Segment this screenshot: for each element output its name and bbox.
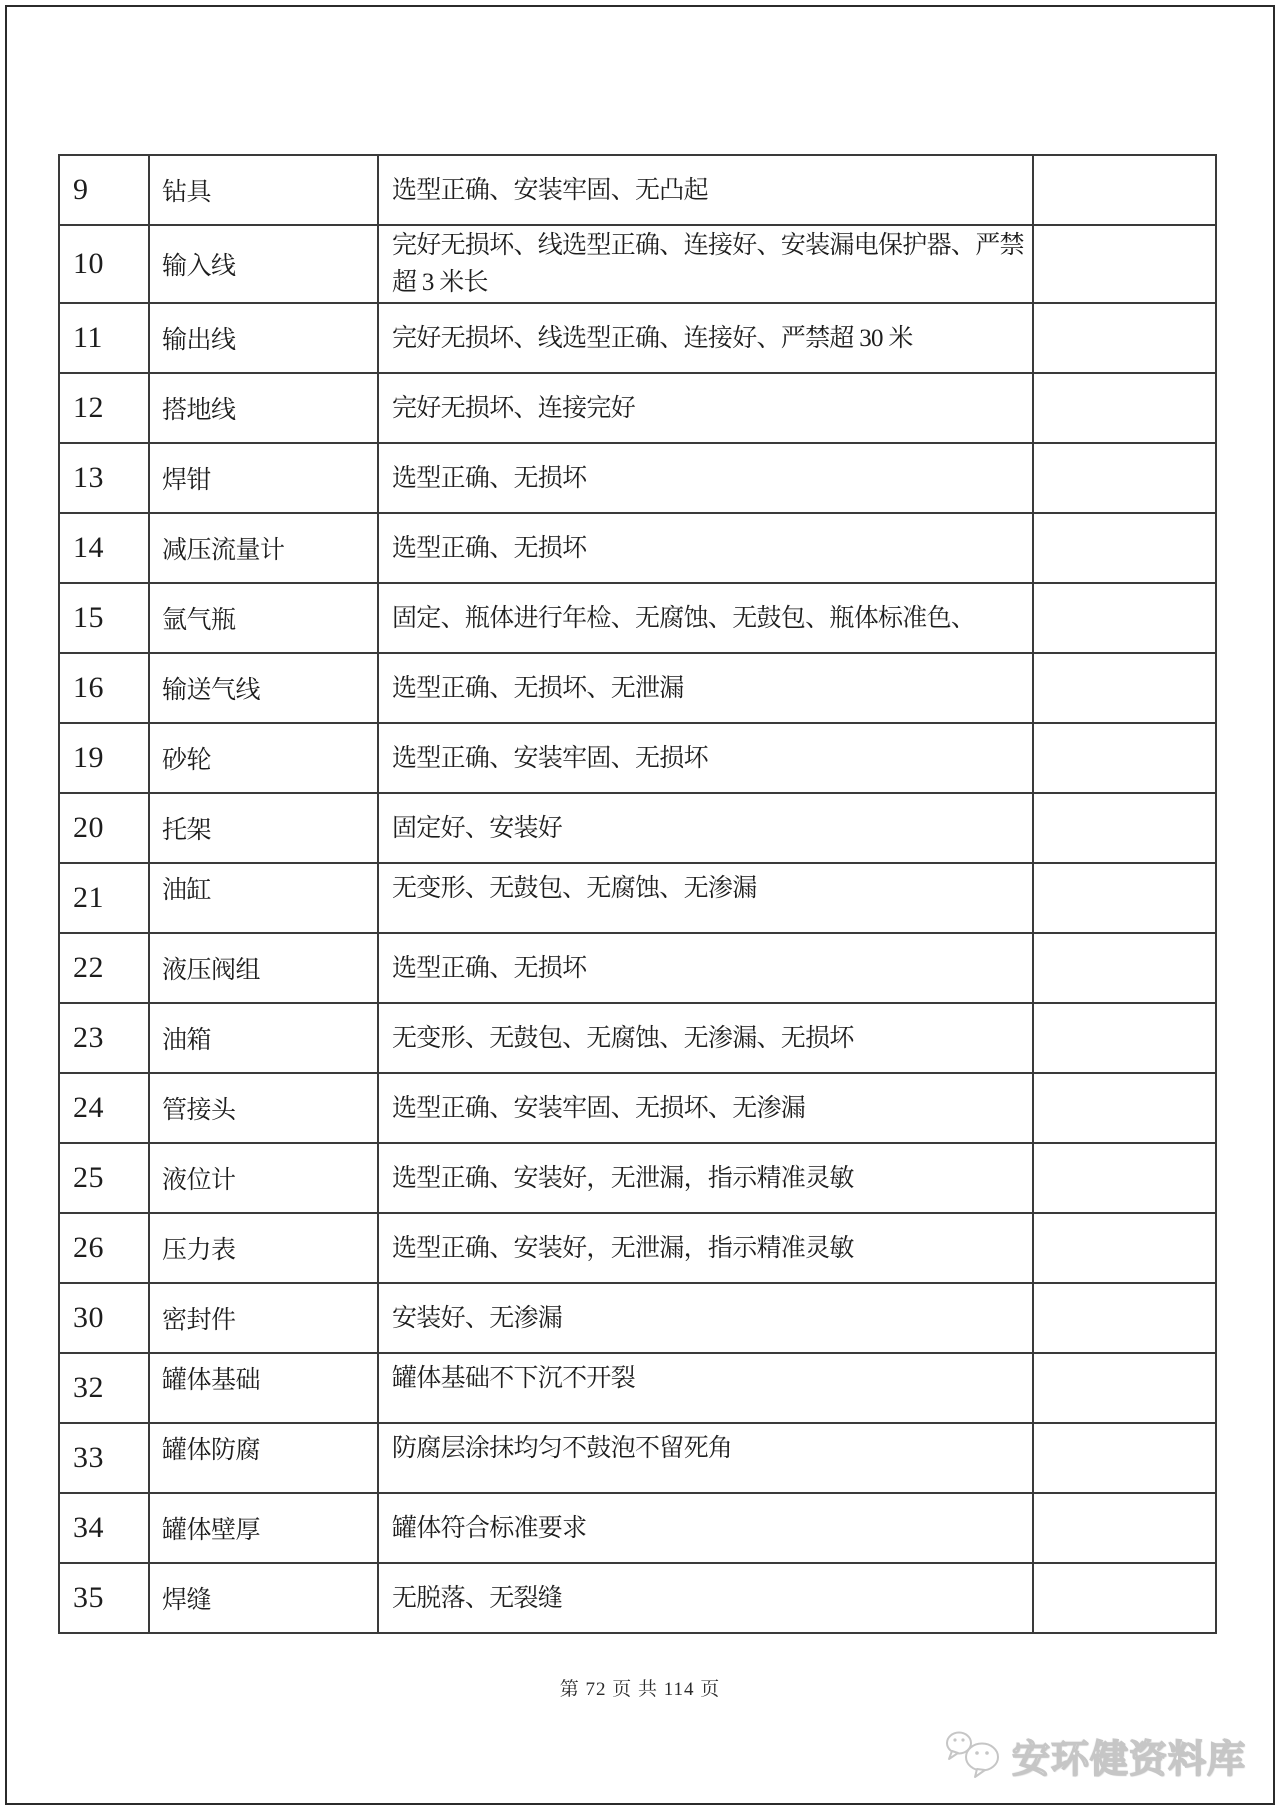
item-name-cell: 液位计 xyxy=(149,1143,378,1213)
row-number-cell: 30 xyxy=(59,1283,149,1353)
check-cell xyxy=(1033,1213,1216,1283)
item-name-cell: 罐体基础 xyxy=(149,1353,378,1423)
item-name-cell: 液压阀组 xyxy=(149,933,378,1003)
requirement-cell: 罐体基础不下沉不开裂 xyxy=(378,1353,1033,1423)
requirement-cell: 无变形、无鼓包、无腐蚀、无渗漏、无损坏 xyxy=(378,1003,1033,1073)
table-row xyxy=(59,793,1216,863)
row-number-cell: 34 xyxy=(59,1493,149,1563)
check-cell xyxy=(1033,653,1216,723)
table-row xyxy=(59,225,1216,303)
table-row xyxy=(59,373,1216,443)
requirement-cell: 无脱落、无裂缝 xyxy=(378,1563,1033,1633)
requirement-cell: 安装好、无渗漏 xyxy=(378,1283,1033,1353)
watermark-text: 安环健资料库 xyxy=(1011,1739,1246,1781)
check-cell xyxy=(1033,155,1216,225)
row-number-cell: 11 xyxy=(59,303,149,373)
check-cell xyxy=(1033,513,1216,583)
row-number-cell: 13 xyxy=(59,443,149,513)
table-row xyxy=(59,155,1216,225)
row-number-cell: 14 xyxy=(59,513,149,583)
check-cell xyxy=(1033,1353,1216,1423)
requirement-cell: 选型正确、无损坏 xyxy=(378,933,1033,1003)
requirement-cell: 选型正确、安装牢固、无凸起 xyxy=(378,155,1033,225)
row-number-cell: 35 xyxy=(59,1563,149,1633)
check-cell xyxy=(1033,793,1216,863)
check-cell xyxy=(1033,1283,1216,1353)
check-cell xyxy=(1033,1493,1216,1563)
check-cell xyxy=(1033,933,1216,1003)
table-row xyxy=(59,1493,1216,1563)
item-name-cell: 氩气瓶 xyxy=(149,583,378,653)
requirement-cell: 选型正确、安装牢固、无损坏 xyxy=(378,723,1033,793)
item-name-cell: 搭地线 xyxy=(149,373,378,443)
table-row xyxy=(59,723,1216,793)
table-row xyxy=(59,1283,1216,1353)
table-row xyxy=(59,583,1216,653)
checklist-table xyxy=(58,154,1217,1634)
check-cell xyxy=(1033,303,1216,373)
row-number-cell: 21 xyxy=(59,863,149,933)
checklist-body xyxy=(59,155,1216,1633)
row-number-cell: 25 xyxy=(59,1143,149,1213)
check-cell xyxy=(1033,373,1216,443)
check-cell xyxy=(1033,583,1216,653)
table-row xyxy=(59,1423,1216,1493)
requirement-cell: 固定好、安装好 xyxy=(378,793,1033,863)
requirement-cell: 固定、瓶体进行年检、无腐蚀、无鼓包、瓶体标准色、 xyxy=(378,583,1033,653)
table-row xyxy=(59,513,1216,583)
item-name-cell: 罐体壁厚 xyxy=(149,1493,378,1563)
check-cell xyxy=(1033,863,1216,933)
requirement-cell: 完好无损坏、连接完好 xyxy=(378,373,1033,443)
check-cell xyxy=(1033,1143,1216,1213)
item-name-cell: 砂轮 xyxy=(149,723,378,793)
item-name-cell: 输出线 xyxy=(149,303,378,373)
table-row xyxy=(59,1563,1216,1633)
table-row xyxy=(59,1213,1216,1283)
requirement-cell: 选型正确、安装好，无泄漏，指示精准灵敏 xyxy=(378,1213,1033,1283)
item-name-cell: 油箱 xyxy=(149,1003,378,1073)
requirement-cell: 选型正确、安装牢固、无损坏、无渗漏 xyxy=(378,1073,1033,1143)
requirement-cell: 选型正确、安装好，无泄漏，指示精准灵敏 xyxy=(378,1143,1033,1213)
row-number-cell: 23 xyxy=(59,1003,149,1073)
check-cell xyxy=(1033,443,1216,513)
row-number-cell: 22 xyxy=(59,933,149,1003)
row-number-cell: 10 xyxy=(59,225,149,303)
row-number-cell: 32 xyxy=(59,1353,149,1423)
requirement-cell: 完好无损坏、线选型正确、连接好、安装漏电保护器、严禁超 3 米长 xyxy=(378,225,1033,303)
row-number-cell: 15 xyxy=(59,583,149,653)
requirement-cell: 选型正确、无损坏 xyxy=(378,513,1033,583)
requirement-cell: 罐体符合标准要求 xyxy=(378,1493,1033,1563)
chat-bubbles-icon xyxy=(944,1730,1006,1782)
row-number-cell: 24 xyxy=(59,1073,149,1143)
row-number-cell: 12 xyxy=(59,373,149,443)
table-row xyxy=(59,1003,1216,1073)
check-cell xyxy=(1033,1423,1216,1493)
item-name-cell: 输送气线 xyxy=(149,653,378,723)
row-number-cell: 9 xyxy=(59,155,149,225)
table-row xyxy=(59,933,1216,1003)
item-name-cell: 罐体防腐 xyxy=(149,1423,378,1493)
table-row xyxy=(59,863,1216,933)
item-name-cell: 减压流量计 xyxy=(149,513,378,583)
row-number-cell: 16 xyxy=(59,653,149,723)
item-name-cell: 油缸 xyxy=(149,863,378,933)
item-name-cell: 管接头 xyxy=(149,1073,378,1143)
row-number-cell: 20 xyxy=(59,793,149,863)
table-row xyxy=(59,1143,1216,1213)
item-name-cell: 焊缝 xyxy=(149,1563,378,1633)
table-row xyxy=(59,443,1216,513)
check-cell xyxy=(1033,1003,1216,1073)
row-number-cell: 26 xyxy=(59,1213,149,1283)
row-number-cell: 19 xyxy=(59,723,149,793)
requirement-cell: 无变形、无鼓包、无腐蚀、无渗漏 xyxy=(378,863,1033,933)
item-name-cell: 输入线 xyxy=(149,225,378,303)
table-row xyxy=(59,303,1216,373)
check-cell xyxy=(1033,1563,1216,1633)
item-name-cell: 密封件 xyxy=(149,1283,378,1353)
table-row xyxy=(59,653,1216,723)
footer-page-indicator: 第 72 页 共 114 页 xyxy=(559,1679,721,1700)
watermark xyxy=(944,1728,1246,1783)
check-cell xyxy=(1033,1073,1216,1143)
item-name-cell: 焊钳 xyxy=(149,443,378,513)
item-name-cell: 钻具 xyxy=(149,155,378,225)
requirement-cell: 防腐层涂抹均匀不鼓泡不留死角 xyxy=(378,1423,1033,1493)
requirement-cell: 选型正确、无损坏 xyxy=(378,443,1033,513)
item-name-cell: 托架 xyxy=(149,793,378,863)
requirement-cell: 选型正确、无损坏、无泄漏 xyxy=(378,653,1033,723)
row-number-cell: 33 xyxy=(59,1423,149,1493)
requirement-cell: 完好无损坏、线选型正确、连接好、严禁超 30 米 xyxy=(378,303,1033,373)
item-name-cell: 压力表 xyxy=(149,1213,378,1283)
table-row xyxy=(59,1353,1216,1423)
check-cell xyxy=(1033,225,1216,303)
table-row xyxy=(59,1073,1216,1143)
check-cell xyxy=(1033,723,1216,793)
